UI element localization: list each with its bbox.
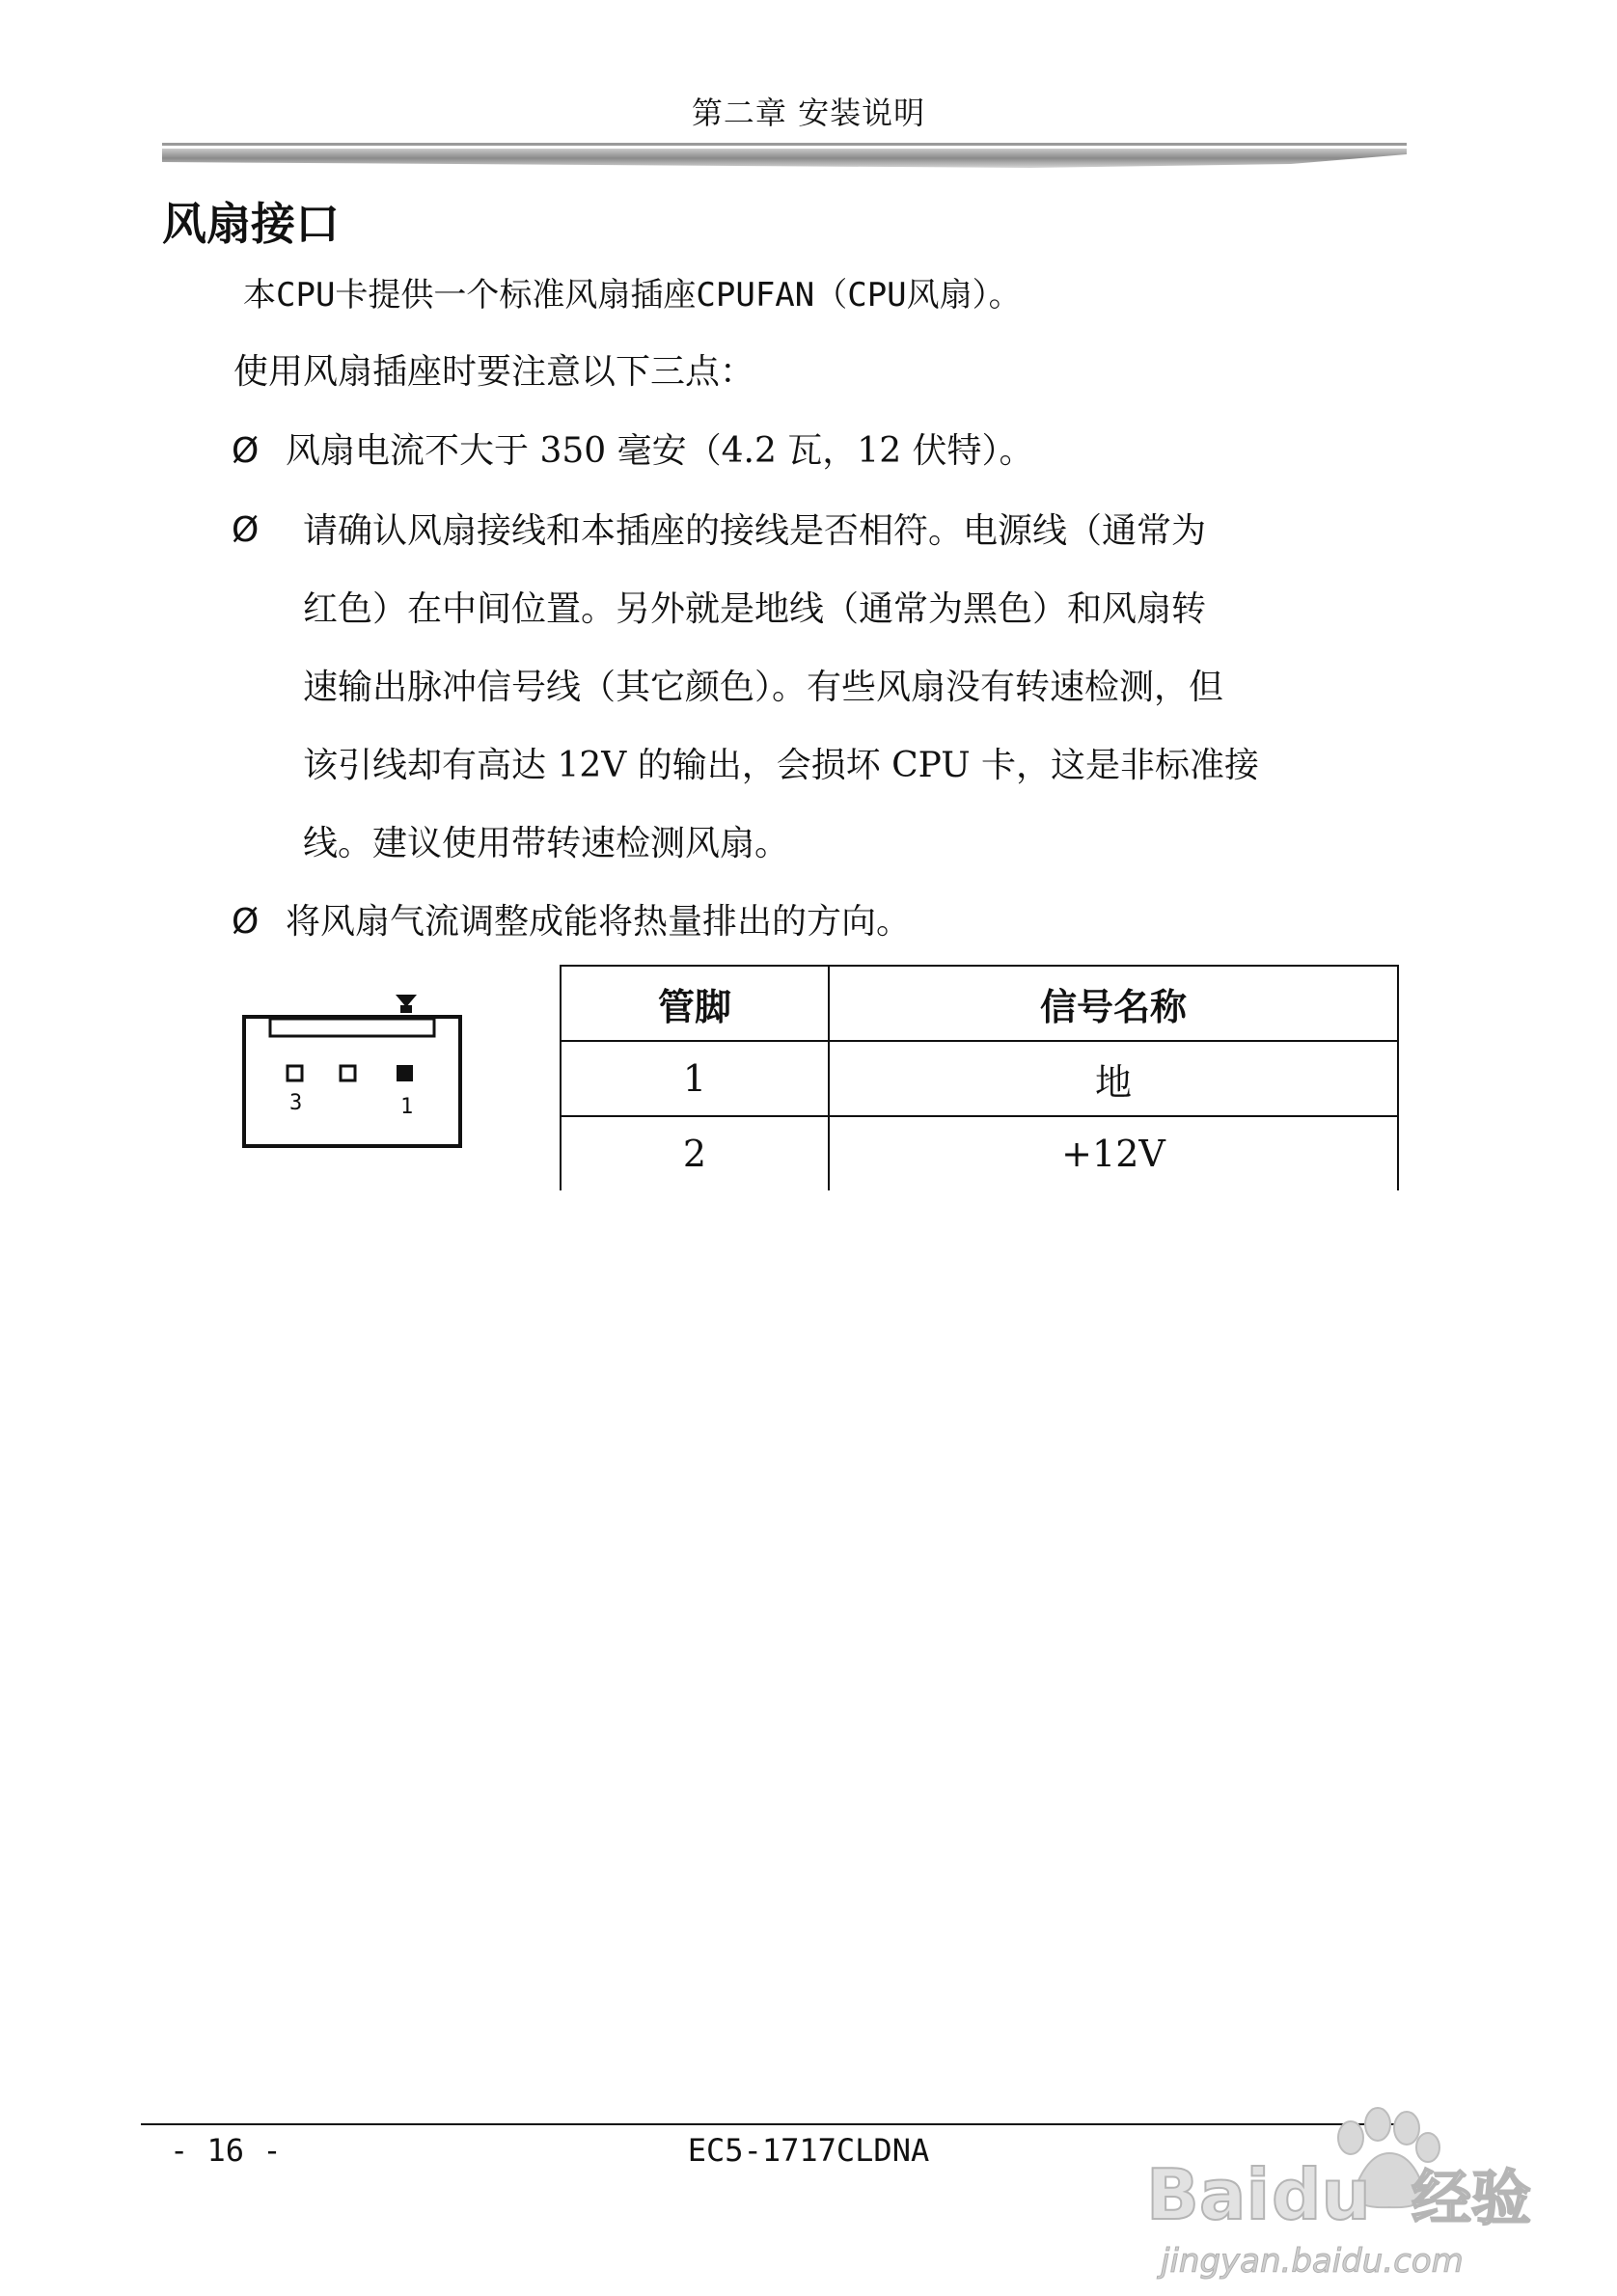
baidu-jingyan-watermark <box>1137 2045 1542 2286</box>
column-header-signal: 信号名称 <box>829 966 1398 1041</box>
bullet-symbol: Ø <box>232 902 260 942</box>
header-divider <box>162 143 1407 176</box>
fan-pin-table <box>560 965 1399 1190</box>
section-title: 风扇接口 <box>162 198 340 250</box>
chapter-header: 第二章 安装说明 <box>691 95 926 131</box>
table-cell: +12V <box>829 1116 1398 1190</box>
page-number: - 16 - <box>170 2132 282 2169</box>
bullet-item <box>303 492 1393 883</box>
intro-paragraph: 本CPU卡提供一个标准风扇插座CPUFAN（CPU风扇）。 <box>243 276 1022 314</box>
bullet-item: 风扇电流不大于 350 毫安（4.2 瓦，12 伏特）。 <box>286 431 1034 471</box>
pin-label-3: 3 <box>289 1091 303 1115</box>
table-cell: 地 <box>829 1041 1398 1116</box>
table-row <box>561 1116 1398 1190</box>
lead-paragraph: 使用风扇插座时要注意以下三点： <box>233 352 755 392</box>
watermark-brand-right: du <box>1272 2154 1371 2235</box>
bullet-symbol: Ø <box>232 431 260 471</box>
table-cell: 2 <box>561 1116 829 1190</box>
table-header-row <box>561 966 1398 1041</box>
bullet-line: 线。建议使用带转速检测风扇。 <box>303 824 790 863</box>
bullet-item: 将风扇气流调整成能将热量排出的方向。 <box>286 902 912 942</box>
bullet-line: 该引线却有高达 12V 的输出，会损坏 CPU 卡，这是非标准接 <box>303 746 1260 785</box>
bullet-line: 速输出脉冲信号线（其它颜色）。有些风扇没有转速检测，但 <box>303 668 1224 707</box>
column-header-pin: 管脚 <box>561 966 829 1041</box>
model-number: EC5-1717CLDNA <box>687 2132 930 2169</box>
watermark-brand-cn: 经验 <box>1411 2163 1532 2233</box>
table-row <box>561 1041 1398 1116</box>
table-cell: 1 <box>561 1041 829 1116</box>
bullet-line: 请确认风扇接线和本插座的接线是否相符。电源线（通常为 <box>303 511 1207 551</box>
bullet-symbol: Ø <box>232 510 260 550</box>
watermark-url: jingyan.baidu.com <box>1161 2242 1464 2281</box>
watermark-brand-left: Bai <box>1146 2154 1271 2235</box>
pin-label-1: 1 <box>400 1095 414 1119</box>
fan-connector-diagram <box>239 988 467 1152</box>
bullet-line: 红色）在中间位置。另外就是地线（通常为黑色）和风扇转 <box>303 589 1207 629</box>
